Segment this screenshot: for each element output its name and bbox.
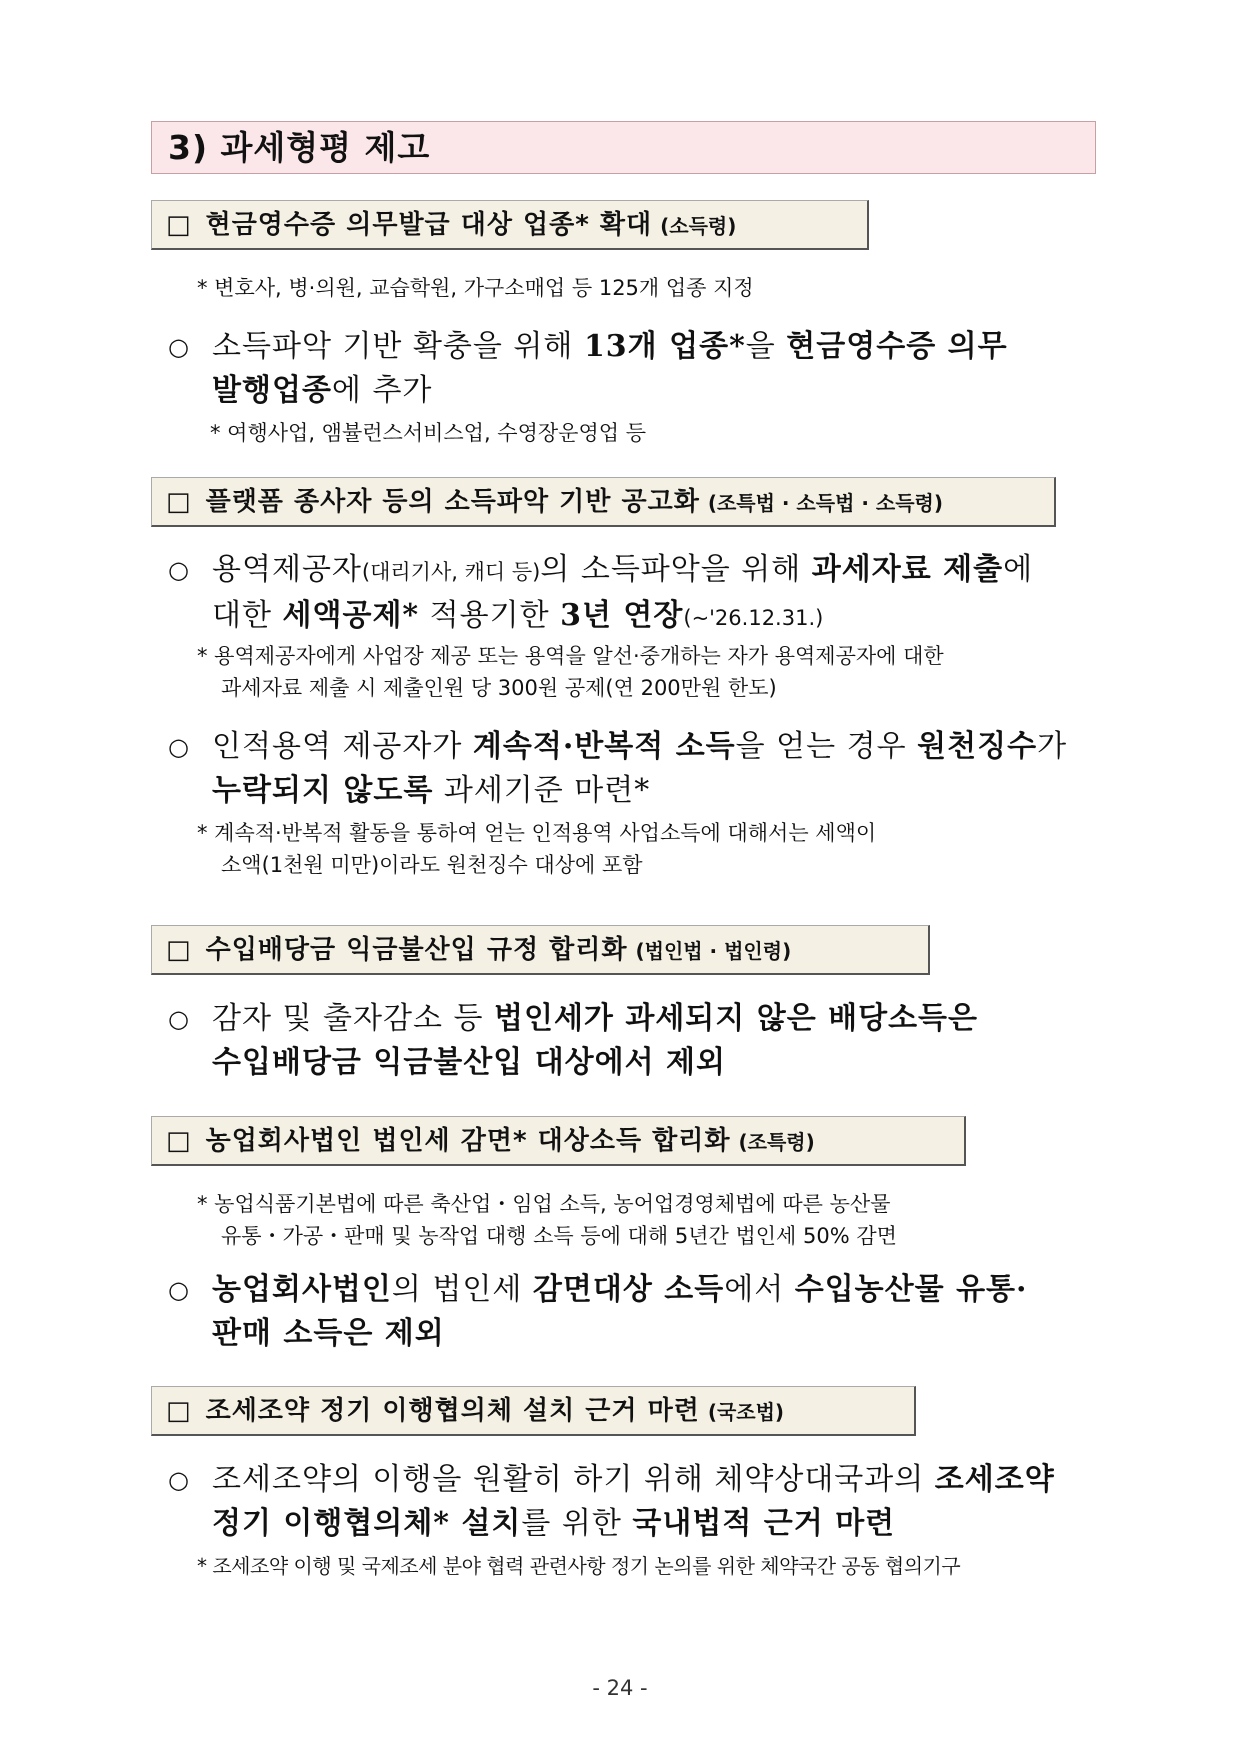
footnote: * 농업식품기본법에 따른 축산업・임업 소득, 농어업경영체법에 따른 농산물 유통・가공・판매 및 농작업 대행 소득 등에 대해 5년간 법인세 50% 감면 bbox=[197, 1192, 897, 1248]
circle-bullet-icon: ○ bbox=[168, 556, 190, 584]
law-reference: (조특법 · 소득법 · 소득령) bbox=[707, 491, 944, 515]
law-reference: (국조법) bbox=[707, 1400, 785, 1424]
bullet-dividend: ○ 감자 및 출자감소 등 법인세가 과세되지 않은 배당소득은 수입배당금 익금불산입 대상에서 제외 bbox=[168, 997, 1098, 1085]
heading-cash-receipt bbox=[151, 200, 869, 250]
circle-bullet-icon: ○ bbox=[168, 1005, 190, 1033]
heading-text: 플랫폼 종사자 등의 소득파악 기반 공고화 bbox=[205, 487, 700, 517]
checkbox-icon: □ bbox=[166, 210, 192, 240]
heading-text: 현금영수증 의무발급 대상 업종* 확대 bbox=[205, 210, 653, 240]
bullet-tax-treaty: ○ 조세조약의 이행을 원활히 하기 위해 체약상대국과의 조세조약 정기 이행협의체* 설치를 위한 국내법적 근거 마련 bbox=[168, 1458, 1098, 1546]
law-reference: (조특령) bbox=[738, 1130, 815, 1154]
circle-bullet-icon: ○ bbox=[168, 733, 190, 761]
checkbox-icon: □ bbox=[166, 487, 192, 517]
footnote: * 계속적·반복적 활동을 통하여 얻는 인적용역 사업소득에 대해서는 세액이 소액(1천원 미만)이라도 원천징수 대상에 포함 bbox=[197, 821, 877, 877]
circle-bullet-icon: ○ bbox=[168, 1276, 190, 1304]
footnote: * 조세조약 이행 및 국제조세 분야 협력 관련사항 정기 논의를 위한 체약국간 공동 협의기구 bbox=[197, 1554, 961, 1578]
law-reference: (소득령) bbox=[660, 214, 737, 238]
law-reference: (법인법 · 법인령) bbox=[635, 939, 792, 963]
heading-tax-treaty bbox=[151, 1386, 916, 1436]
heading-text: 수입배당금 익금불산입 규정 합리화 bbox=[205, 935, 628, 965]
bullet-cash-receipt: ○ 소득파악 기반 확충을 위해 13개 업종*을 현금영수증 의무 발행업종에 추가 bbox=[168, 325, 1098, 413]
heading-dividend bbox=[151, 925, 930, 975]
checkbox-icon: □ bbox=[166, 1396, 192, 1426]
checkbox-icon: □ bbox=[166, 1126, 192, 1156]
page-number: - 24 - bbox=[592, 1676, 648, 1700]
bullet-agricultural-corp: ○ 농업회사법인의 법인세 감면대상 소득에서 수입농산물 유통· 판매 소득은 제외 bbox=[168, 1268, 1098, 1356]
footnote: * 여행사업, 앰뷸런스서비스업, 수영장운영업 등 bbox=[210, 421, 646, 445]
section-title: 3) 과세형평 제고 bbox=[151, 121, 1096, 174]
circle-bullet-icon: ○ bbox=[168, 333, 190, 361]
heading-platform-workers bbox=[151, 477, 1056, 527]
bullet-tax-credit: ○ 용역제공자(대리기사, 캐디 등)의 소득파악을 위해 과세자료 제출에 대한 세액공제* 적용기한 3년 연장(~'26.12.31.) bbox=[168, 548, 1098, 640]
heading-text: 농업회사법인 법인세 감면* 대상소득 합리화 bbox=[205, 1126, 731, 1156]
bullet-withholding: ○ 인적용역 제공자가 계속적·반복적 소득을 얻는 경우 원천징수가 누락되지 않도록 과세기준 마련* bbox=[168, 725, 1098, 813]
heading-text: 조세조약 정기 이행협의체 설치 근거 마련 bbox=[205, 1396, 700, 1426]
footnote: * 용역제공자에게 사업장 제공 또는 용역을 알선·중개하는 자가 용역제공자에 대한 과세자료 제출 시 제출인원 당 300원 공제(연 200만원 한도) bbox=[197, 644, 944, 700]
heading-agricultural-corp bbox=[151, 1116, 966, 1166]
footnote: * 변호사, 병·의원, 교습학원, 가구소매업 등 125개 업종 지정 bbox=[197, 276, 754, 300]
checkbox-icon: □ bbox=[166, 935, 192, 965]
circle-bullet-icon: ○ bbox=[168, 1466, 190, 1494]
